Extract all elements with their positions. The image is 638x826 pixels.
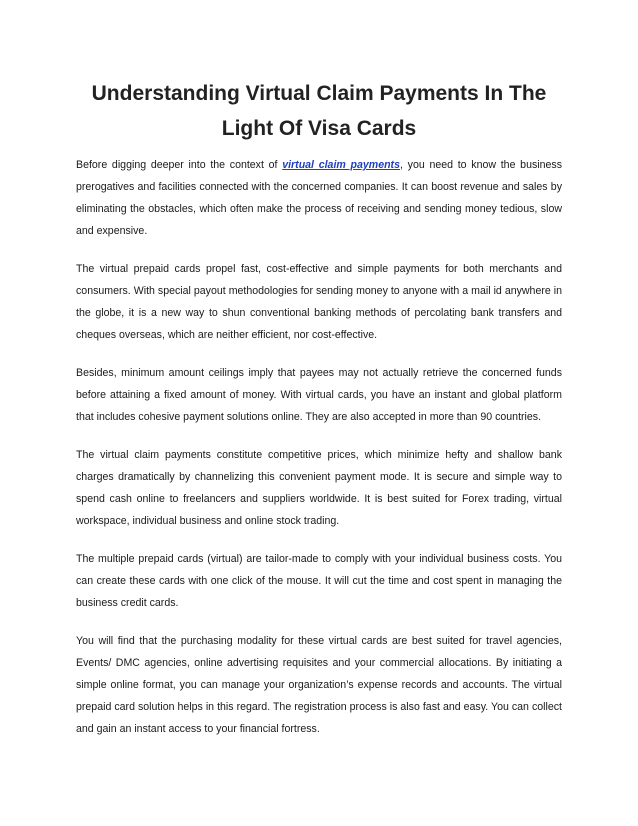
document-title — [60, 76, 578, 146]
paragraph-intro-lead: Before digging deeper into the context of — [76, 159, 283, 171]
paragraph-amount-ceilings: Besides, minimum amount ceilings imply that payees may not actually retrieve the concerned funds before attaining a fixed amount of money. With virtual cards, you have an instant and global platform that includes cohesive payment solutions online. They are also accepted in more than 90 countries. — [76, 367, 562, 423]
title-line-1: Understanding Virtual Claim Payments In The — [91, 82, 547, 105]
paragraph-purchasing-modality: You will find that the purchasing modality for these virtual cards are best suited for travel agencies, Events/ DMC agencies, online advertising requisites and your commercial allocations. By initiating a simple online format, you can manage your organization’s expense records and accounts. The virtual prepaid card solution helps in this regard. The registration process is also fast and easy. You can collect and gain an instant access to your financial fortress. — [76, 635, 562, 735]
paragraph-multiple-cards: The multiple prepaid cards (virtual) are tailor-made to comply with your individual business costs. You can create these cards with one click of the mouse. It will cut the time and cost spent in managing the business credit cards. — [76, 553, 562, 609]
document-body — [76, 154, 562, 756]
paragraph-intro-rest: , you need to know the business prerogatives and facilities connected with the concerned companies. It can boost revenue and sales by eliminating the obstacles, which often make the process of receiving and sending money tedious, slow and expensive. — [76, 159, 562, 237]
virtual-claim-payments-link[interactable]: virtual claim payments — [282, 159, 400, 171]
paragraph-competitive-prices: The virtual claim payments constitute competitive prices, which minimize hefty and shallow bank charges dramatically by channelizing this convenient payment mode. It is secure and simple way to spend cash online to freelancers and suppliers worldwide. It is best suited for Forex trading, virtual workspace, individual business and online stock trading. — [76, 449, 562, 527]
paragraph-intro — [76, 154, 562, 242]
paragraph-prepaid-cards: The virtual prepaid cards propel fast, cost-effective and simple payments for both merchants and consumers. With special payout methodologies for sending money to anyone with a mail id anywhere in the globe, it is a new way to shun conventional banking methods of percolating bank transfers and cheques overseas, which are neither efficient, nor cost-effective. — [76, 263, 562, 341]
title-line-2: Light Of Visa Cards — [221, 117, 417, 140]
